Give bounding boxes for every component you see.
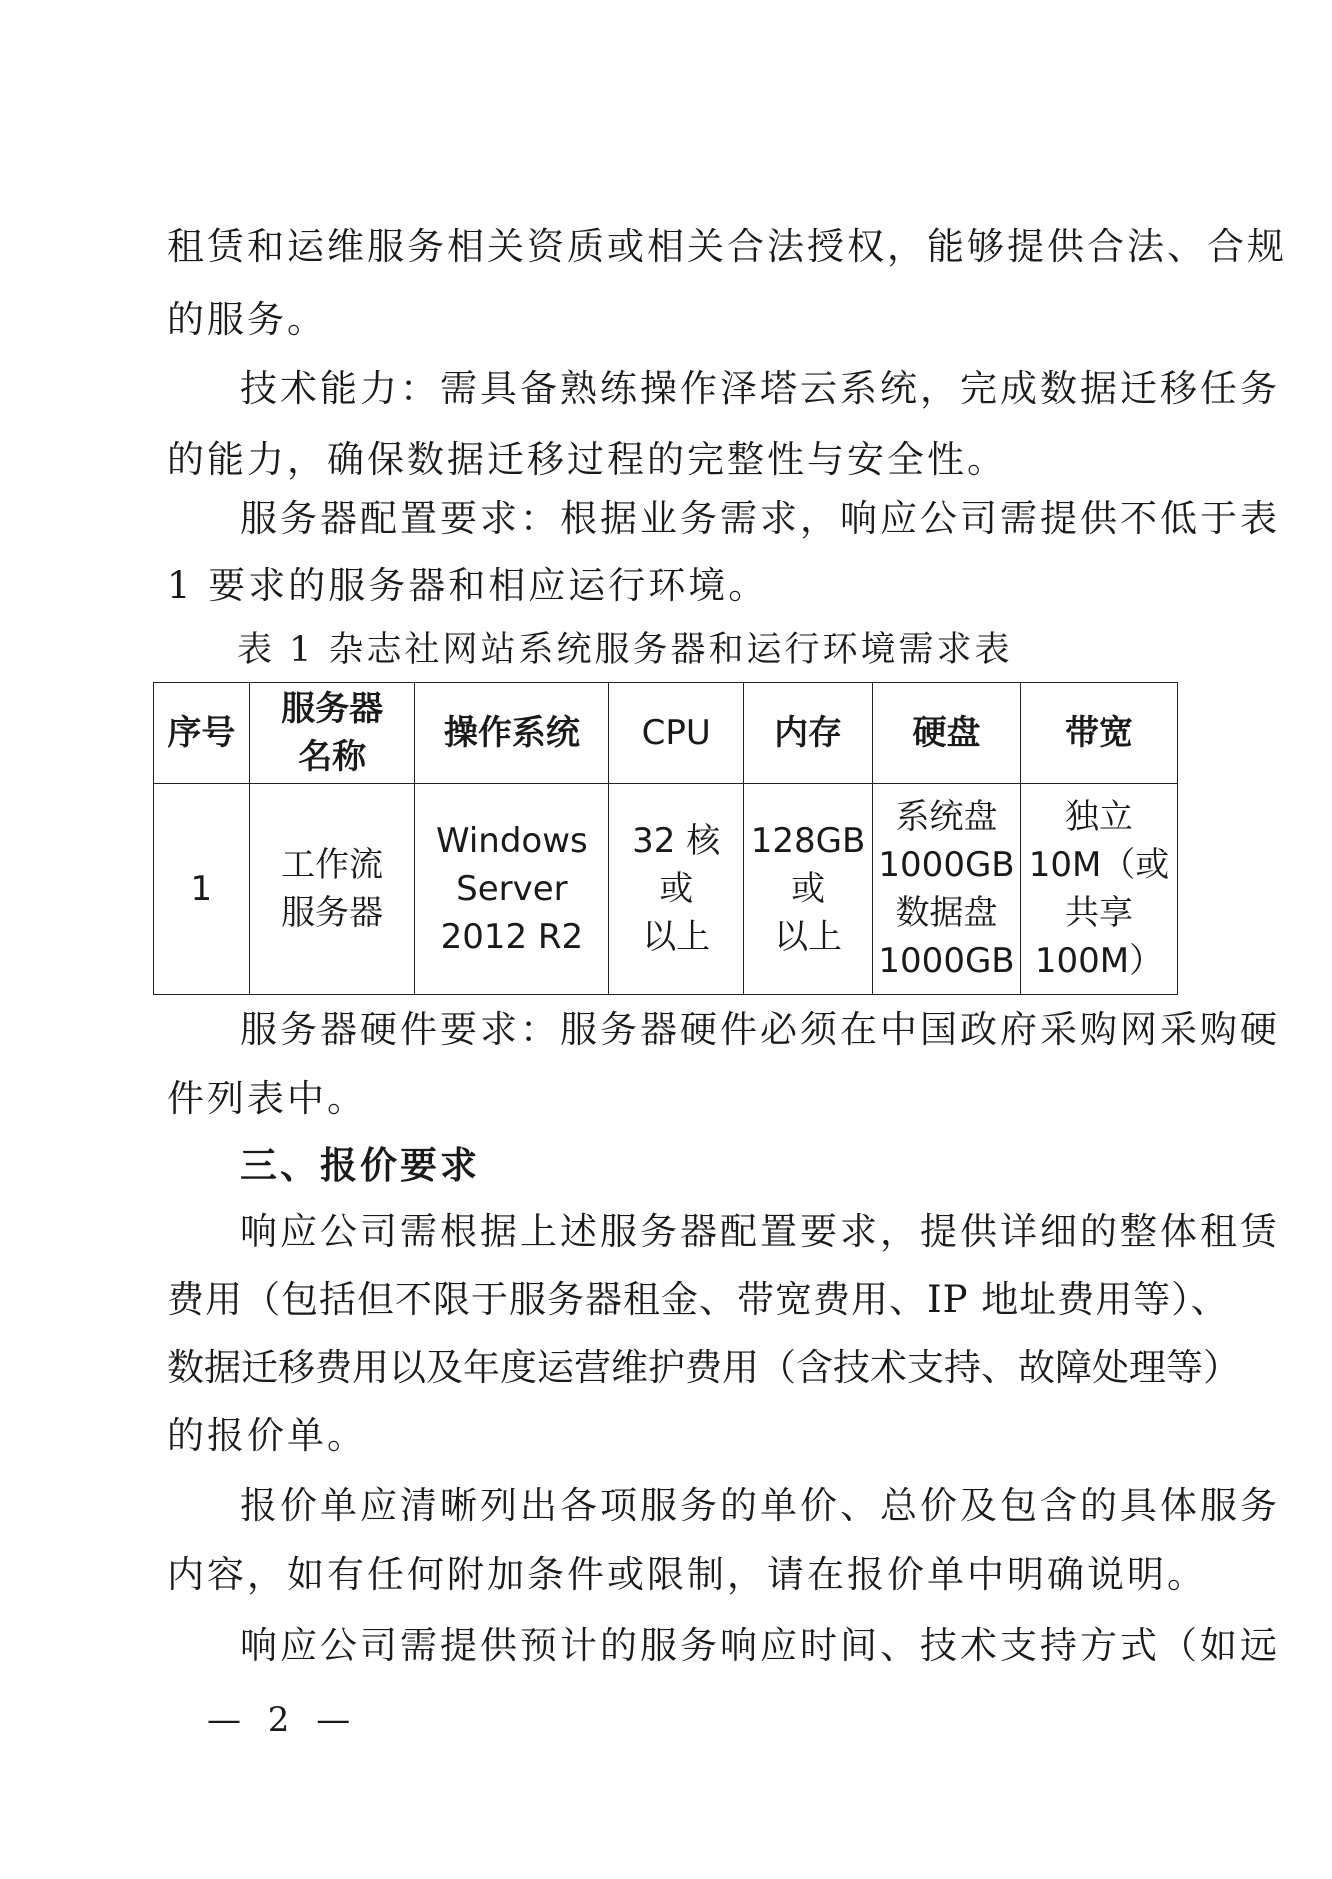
cell-text: 1000GB bbox=[878, 941, 1015, 981]
header-seq: 序号 bbox=[154, 683, 250, 784]
cell-text: 10M（或 bbox=[1028, 845, 1170, 885]
cell-text: 100M） bbox=[1034, 941, 1164, 981]
paragraph-line: 1 要求的服务器和相应运行环境。 bbox=[167, 564, 769, 607]
table-row bbox=[154, 784, 1178, 995]
header-text: 名称 bbox=[298, 737, 367, 777]
cell-text: 系统盘 bbox=[895, 797, 998, 837]
server-requirements-table bbox=[153, 682, 1178, 995]
paragraph-line: 费用（包括但不限于服务器租金、带宽费用、IP 地址费用等）、 bbox=[167, 1278, 1229, 1321]
table-caption: 表 1 杂志社网站系统服务器和运行环境需求表 bbox=[237, 630, 1013, 670]
cell-text: 128GB bbox=[750, 821, 866, 861]
cell-disk bbox=[873, 784, 1021, 995]
cell-text: 以上 bbox=[642, 917, 711, 957]
header-memory: 内存 bbox=[744, 683, 873, 784]
cell-cpu bbox=[609, 784, 744, 995]
header-cpu: CPU bbox=[609, 683, 744, 784]
cell-text: 32 核 bbox=[632, 821, 721, 861]
paragraph-line: 的服务。 bbox=[167, 298, 327, 341]
cell-os bbox=[415, 784, 609, 995]
page-number: — 2 — bbox=[207, 1700, 359, 1740]
cell-seq: 1 bbox=[154, 784, 250, 995]
paragraph-line: 件列表中。 bbox=[167, 1077, 367, 1120]
header-disk: 硬盘 bbox=[873, 683, 1021, 784]
header-bandwidth: 带宽 bbox=[1021, 683, 1178, 784]
cell-text: 1000GB bbox=[878, 845, 1015, 885]
cell-text: 服务器 bbox=[281, 893, 384, 933]
paragraph-line: 的报价单。 bbox=[167, 1414, 367, 1457]
paragraph-line: 报价单应清晰列出各项服务的单价、总价及包含的具体服务 bbox=[240, 1484, 1280, 1527]
header-server-name bbox=[249, 683, 415, 784]
cell-bandwidth bbox=[1021, 784, 1178, 995]
cell-server-name bbox=[249, 784, 415, 995]
paragraph-line: 的能力，确保数据迁移过程的完整性与安全性。 bbox=[167, 438, 1007, 481]
paragraph-line: 服务器配置要求：根据业务需求，响应公司需提供不低于表 bbox=[240, 497, 1280, 540]
section-heading: 三、报价要求 bbox=[240, 1144, 480, 1187]
cell-memory bbox=[744, 784, 873, 995]
paragraph-line: 数据迁移费用以及年度运营维护费用（含技术支持、故障处理等） bbox=[167, 1346, 1240, 1389]
cell-text: 工作流 bbox=[281, 845, 384, 885]
paragraph-line: 响应公司需根据上述服务器配置要求，提供详细的整体租赁 bbox=[240, 1210, 1280, 1253]
cell-text: Windows bbox=[435, 821, 588, 861]
paragraph-line: 服务器硬件要求：服务器硬件必须在中国政府采购网采购硬 bbox=[240, 1008, 1280, 1051]
cell-text: 或 bbox=[659, 869, 694, 909]
paragraph-line: 内容，如有任何附加条件或限制，请在报价单中明确说明。 bbox=[167, 1553, 1207, 1596]
cell-text: 共享 bbox=[1065, 893, 1133, 933]
cell-text: 独立 bbox=[1065, 797, 1133, 837]
cell-text: 2012 R2 bbox=[440, 917, 584, 957]
paragraph-line: 技术能力：需具备熟练操作泽塔云系统，完成数据迁移任务 bbox=[240, 367, 1280, 410]
cell-text: 或 bbox=[791, 869, 826, 909]
cell-text: 以上 bbox=[774, 917, 843, 957]
header-os: 操作系统 bbox=[415, 683, 609, 784]
cell-text: 数据盘 bbox=[895, 893, 998, 933]
cell-text: Server bbox=[456, 869, 568, 909]
paragraph-line: 租赁和运维服务相关资质或相关合法授权，能够提供合法、合规 bbox=[167, 225, 1287, 268]
header-text: 服务器 bbox=[281, 689, 384, 729]
paragraph-line: 响应公司需提供预计的服务响应时间、技术支持方式（如远 bbox=[240, 1624, 1280, 1667]
table-header-row bbox=[154, 683, 1178, 784]
